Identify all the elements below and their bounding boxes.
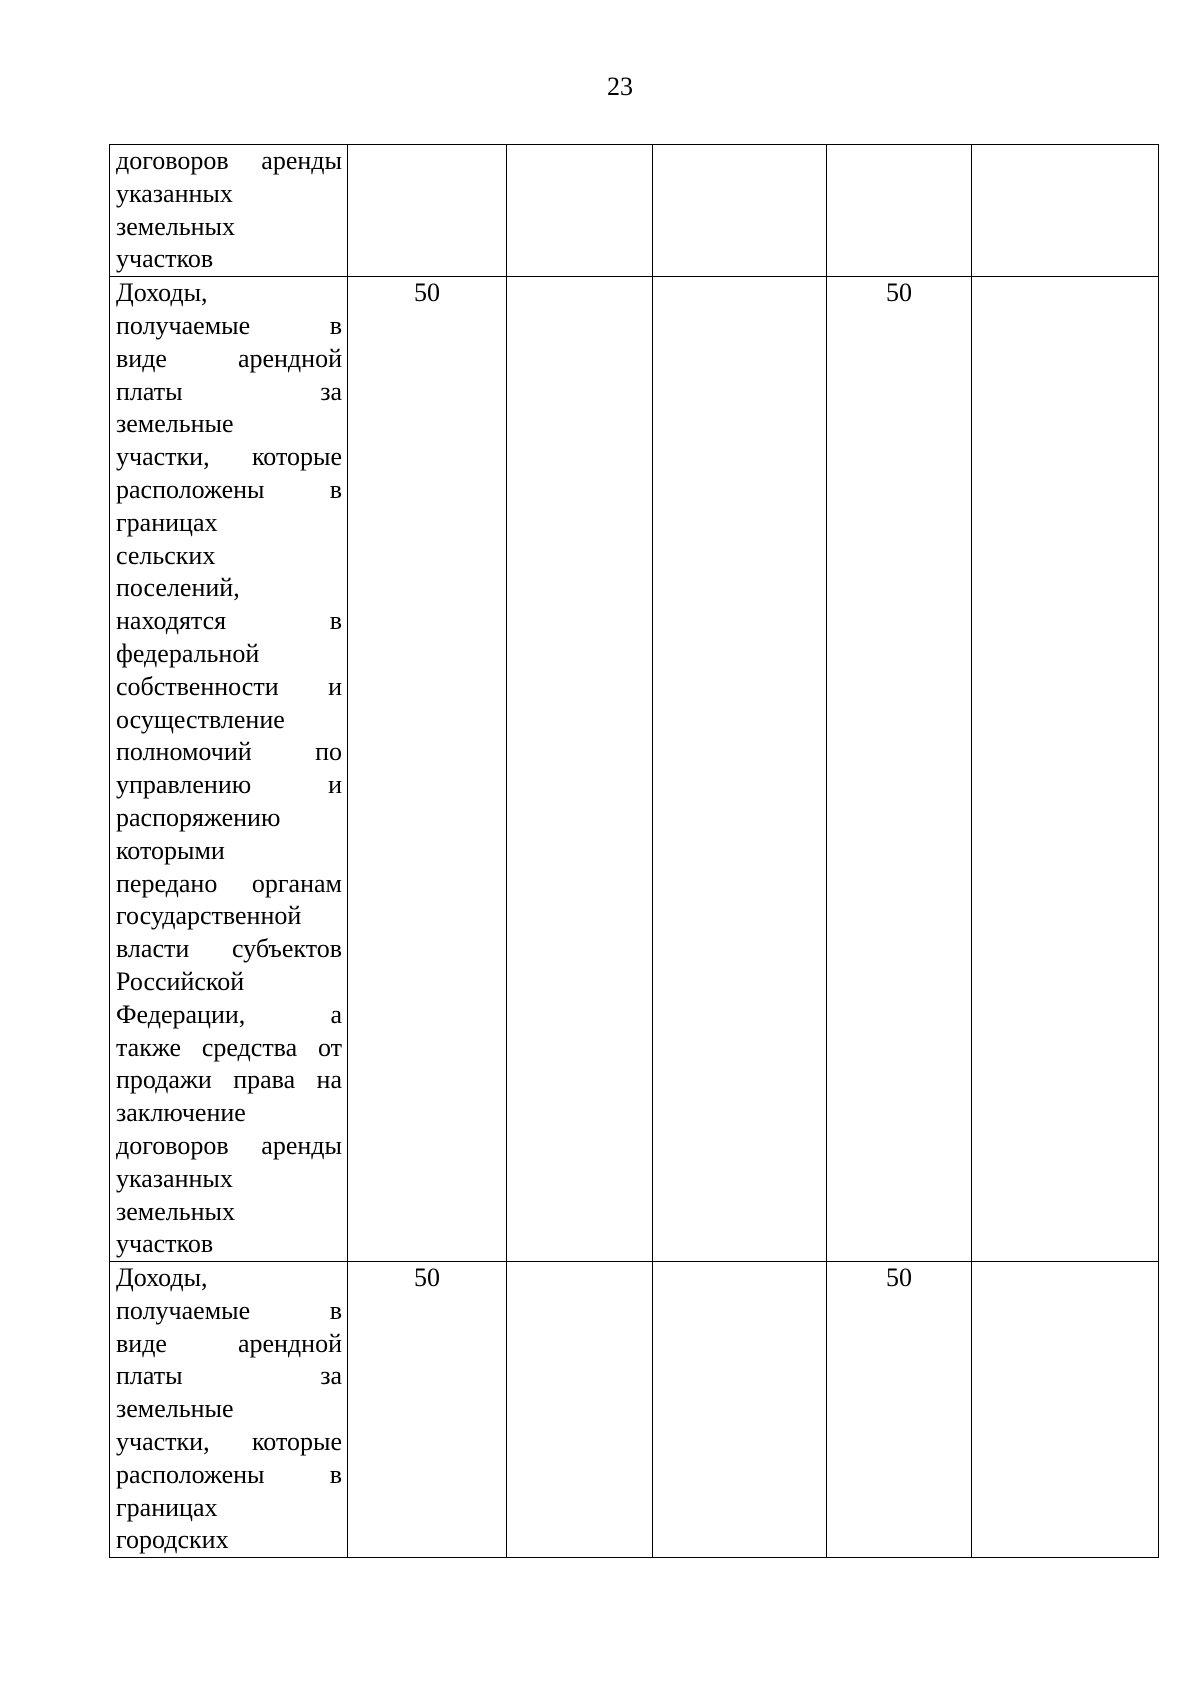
description-line	[110, 145, 347, 178]
description-line	[110, 1097, 347, 1130]
description-line	[110, 1130, 347, 1163]
description-word: в	[329, 1295, 342, 1325]
description-line	[110, 999, 347, 1032]
description-word: которые	[252, 1427, 342, 1457]
description-line	[110, 572, 347, 605]
description-line	[110, 1064, 347, 1097]
description-line	[110, 1360, 347, 1393]
description-word: на	[316, 1065, 342, 1095]
description-word: Российской	[116, 966, 245, 996]
description-word: Федерации,	[116, 999, 246, 1029]
description-word: расположены	[116, 474, 265, 504]
description-word: и	[328, 671, 342, 701]
revenue-description-cell	[110, 277, 348, 1262]
value-cell-col3	[507, 1262, 653, 1558]
description-word: аренды	[261, 146, 342, 175]
value-cell-col4	[653, 277, 827, 1262]
description-word: платы	[116, 376, 183, 406]
value-cell-col6	[972, 145, 1159, 277]
description-word: которыми	[116, 835, 225, 865]
revenue-description-cell	[110, 1262, 348, 1558]
description-word: органам	[251, 868, 342, 898]
description-line	[110, 933, 347, 966]
description-word: арендной	[237, 343, 342, 373]
value-cell-col5	[827, 145, 972, 277]
description-word: земельных	[116, 1196, 236, 1226]
description-word: арендной	[237, 1328, 342, 1358]
description-word: расположены	[116, 1459, 265, 1489]
description-word: в	[329, 474, 342, 504]
description-word: по	[315, 737, 342, 767]
revenue-description-cell	[110, 145, 348, 277]
value-cell-col2	[348, 145, 507, 277]
description-word: участки,	[116, 442, 210, 472]
description-word: платы	[116, 1361, 183, 1391]
description-line	[110, 1524, 347, 1557]
description-line	[110, 1032, 347, 1065]
description-word: собственности	[116, 671, 279, 701]
description-word: также	[116, 1032, 182, 1062]
description-word: Доходы,	[116, 278, 208, 308]
description-line	[110, 1295, 347, 1328]
revenue-distribution-table	[109, 144, 1159, 1558]
description-line	[110, 441, 347, 474]
description-line	[110, 310, 347, 343]
description-word: субъектов	[231, 934, 342, 964]
description-line	[110, 1163, 347, 1196]
value-cell-col3	[507, 145, 653, 277]
description-word: передано	[116, 868, 218, 898]
description-word: земельные	[116, 1394, 234, 1424]
description-word: средства	[201, 1032, 298, 1062]
description-line	[110, 474, 347, 507]
page-number: 23	[607, 72, 633, 101]
description-word: городских	[116, 1525, 229, 1555]
description-line	[110, 1262, 347, 1295]
description-line	[110, 605, 347, 638]
value-cell-col2: 50	[348, 277, 507, 1262]
description-word: а	[330, 999, 342, 1029]
description-word: в	[329, 1459, 342, 1489]
description-word: границах	[116, 1492, 218, 1522]
description-word: указанных	[116, 178, 233, 208]
table-row	[110, 1262, 1159, 1558]
description-word: границах	[116, 507, 218, 537]
value-cell-col4	[653, 145, 827, 277]
description-line	[110, 178, 347, 211]
description-word: и	[328, 770, 342, 800]
description-line	[110, 1196, 347, 1229]
description-word: получаемые	[116, 1295, 251, 1325]
value-cell-col3	[507, 277, 653, 1262]
description-word: участков	[116, 1229, 214, 1259]
description-word: поселений,	[116, 573, 240, 603]
description-word: участков	[116, 244, 214, 274]
description-word: осуществление	[116, 704, 285, 734]
description-word: договоров	[116, 1130, 229, 1160]
description-word: указанных	[116, 1163, 233, 1193]
description-word: которые	[252, 442, 342, 472]
description-word: земельных	[116, 211, 236, 241]
description-line	[110, 376, 347, 409]
description-word: полномочий	[116, 737, 252, 767]
description-line	[110, 769, 347, 802]
description-line	[110, 507, 347, 540]
description-line	[110, 1228, 347, 1261]
description-line	[110, 1426, 347, 1459]
description-word: Доходы,	[116, 1263, 208, 1293]
description-line	[110, 540, 347, 573]
description-line	[110, 868, 347, 901]
table-row	[110, 277, 1159, 1262]
description-word: договоров	[116, 146, 229, 175]
description-word: права	[233, 1065, 296, 1095]
value-cell-col6	[972, 1262, 1159, 1558]
description-word: в	[329, 310, 342, 340]
description-word: виде	[116, 1328, 167, 1358]
description-word: земельные	[116, 409, 234, 439]
description-line	[110, 343, 347, 376]
description-line	[110, 1459, 347, 1492]
value-cell-col5: 50	[827, 1262, 972, 1558]
table-row	[110, 145, 1159, 277]
description-word: аренды	[261, 1130, 342, 1160]
value-cell-col2: 50	[348, 1262, 507, 1558]
description-line	[110, 408, 347, 441]
description-line	[110, 835, 347, 868]
description-word: виде	[116, 343, 167, 373]
description-word: продажи	[116, 1065, 212, 1095]
description-word: получаемые	[116, 310, 251, 340]
table-body	[110, 145, 1159, 1558]
description-line	[110, 638, 347, 671]
description-line	[110, 802, 347, 835]
description-line	[110, 966, 347, 999]
description-word: федеральной	[116, 638, 260, 668]
value-cell-col5: 50	[827, 277, 972, 1262]
description-line	[110, 277, 347, 310]
description-line	[110, 671, 347, 704]
description-word: от	[317, 1032, 342, 1062]
description-line	[110, 736, 347, 769]
description-line	[110, 1328, 347, 1361]
value-cell-col4	[653, 1262, 827, 1558]
description-word: заключение	[116, 1098, 246, 1128]
description-word: распоряжению	[116, 802, 281, 832]
description-word: за	[320, 1361, 342, 1391]
description-word: государственной	[116, 901, 302, 931]
description-line	[110, 211, 347, 244]
description-word: сельских	[116, 540, 216, 570]
description-word: за	[320, 376, 342, 406]
description-line	[110, 1492, 347, 1525]
value-cell-col6	[972, 277, 1159, 1262]
description-line	[110, 704, 347, 737]
description-word: участки,	[116, 1427, 210, 1457]
description-word: власти	[116, 934, 190, 964]
description-word: находятся	[116, 606, 227, 636]
description-line	[110, 1393, 347, 1426]
description-line	[110, 243, 347, 276]
description-word: в	[329, 606, 342, 636]
description-word: управлению	[116, 770, 252, 800]
description-line	[110, 900, 347, 933]
